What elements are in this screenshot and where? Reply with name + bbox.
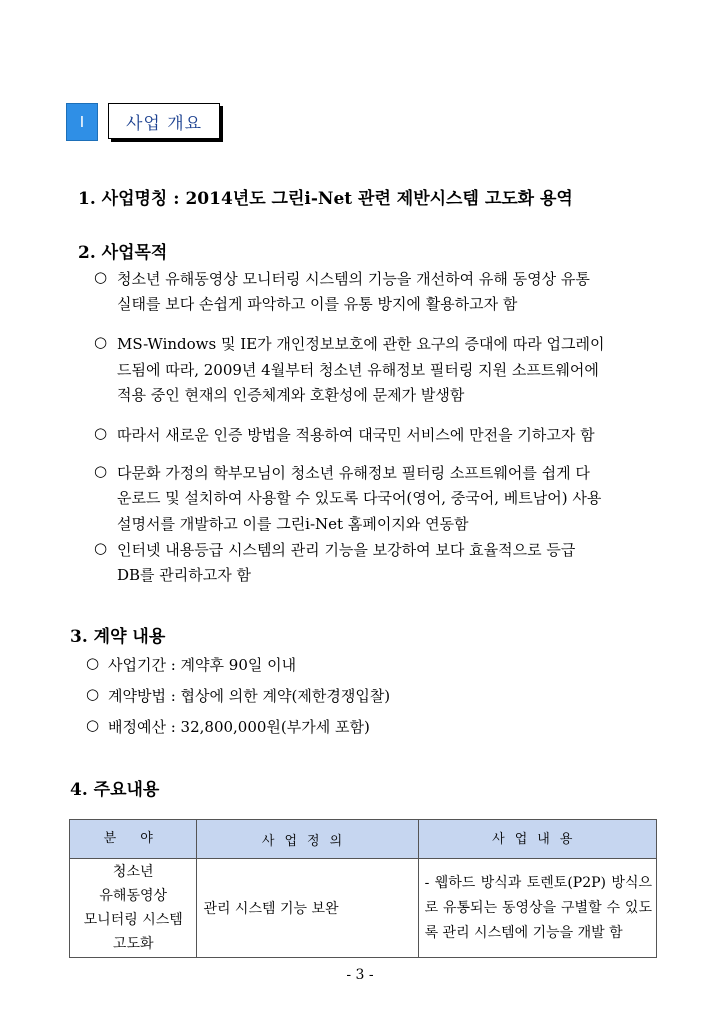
purpose-line: 설명서를 개발하고 이를 그린i-Net 홈페이지와 연동함 [117, 515, 469, 533]
purpose-line: 청소년 유해동영상 모니터링 시스템의 기능을 개선하여 유해 동영상 유통 [117, 270, 590, 288]
item4-heading: 4. 주요내용 [70, 780, 160, 800]
purpose-line: 운로드 및 설치하여 사용할 수 있도록 다국어(영어, 중국어, 베트남어) 사용 [117, 489, 602, 507]
purpose-bullet-mark: ○ [94, 333, 108, 351]
table-row [70, 859, 657, 958]
contract-bullet-mark: ○ [86, 716, 100, 734]
purpose-line: 실태를 보다 손쉽게 파악하고 이를 유통 방지에 활용하고자 함 [117, 295, 518, 313]
content-text: - 웹하드 방식과 토렌토(P2P) 방식으로 유통되는 동영상을 구별할 수 있도록 관리 시스템에 기능을 개발 함 [424, 874, 652, 941]
table-header-field: 분 야 [70, 820, 197, 859]
section-number: I [66, 103, 98, 141]
contract-bullet-mark: ○ [86, 685, 100, 703]
field-line: 청소년 [112, 864, 154, 880]
purpose-line: MS-Windows 및 IE가 개인정보보호에 관한 요구의 증대에 따라 업그레이 [117, 335, 605, 353]
purpose-bullet-mark: ○ [94, 268, 108, 286]
item1-heading: 1. 사업명칭 : 2014년도 그린i-Net 관련 제반시스템 고도화 용역 [78, 189, 573, 209]
table-header-definition: 사업정의 [197, 820, 418, 859]
table-header-row [70, 820, 657, 859]
section-title: 사업 개요 [108, 103, 220, 139]
table-cell-definition: 관리 시스템 기능 보완 [197, 859, 418, 958]
purpose-bullet-mark: ○ [94, 539, 108, 557]
table-cell-content [418, 859, 656, 958]
purpose-line: 드됨에 따라, 2009년 4월부터 청소년 유해정보 필터링 지원 소프트웨어에 [117, 361, 599, 379]
item3-heading: 3. 계약 내용 [70, 627, 166, 647]
main-content-table [69, 819, 657, 958]
item2-heading: 2. 사업목적 [78, 243, 168, 263]
purpose-line: DB를 관리하고자 함 [117, 566, 252, 584]
purpose-line: 적용 중인 현재의 인증체계와 호환성에 문제가 발생함 [117, 386, 465, 404]
field-line: 고도화 [112, 936, 154, 952]
purpose-bullet-mark: ○ [94, 462, 108, 480]
table-header-content: 사업내용 [418, 820, 656, 859]
field-line: 모니터링 시스템 [83, 912, 183, 928]
purpose-line: 인터넷 내용등급 시스템의 관리 기능을 보강하여 보다 효율적으로 등급 [117, 541, 576, 559]
contract-line: 배정예산 : 32,800,000원(부가세 포함) [108, 718, 370, 736]
purpose-bullet-mark: ○ [94, 424, 108, 442]
purpose-line: 따라서 새로운 인증 방법을 적용하여 대국민 서비스에 만전을 기하고자 함 [117, 426, 595, 444]
purpose-line: 다문화 가정의 학부모님이 청소년 유해정보 필터링 소프트웨어를 쉽게 다 [117, 464, 590, 482]
field-line: 유해동영상 [99, 888, 168, 904]
contract-bullet-mark: ○ [86, 654, 100, 672]
section-header [66, 103, 220, 141]
contract-line: 계약방법 : 협상에 의한 계약(제한경쟁입찰) [108, 687, 391, 705]
page-number: - 3 - [346, 967, 374, 983]
contract-line: 사업기간 : 계약후 90일 이내 [108, 656, 297, 674]
table-cell-field [70, 859, 197, 958]
